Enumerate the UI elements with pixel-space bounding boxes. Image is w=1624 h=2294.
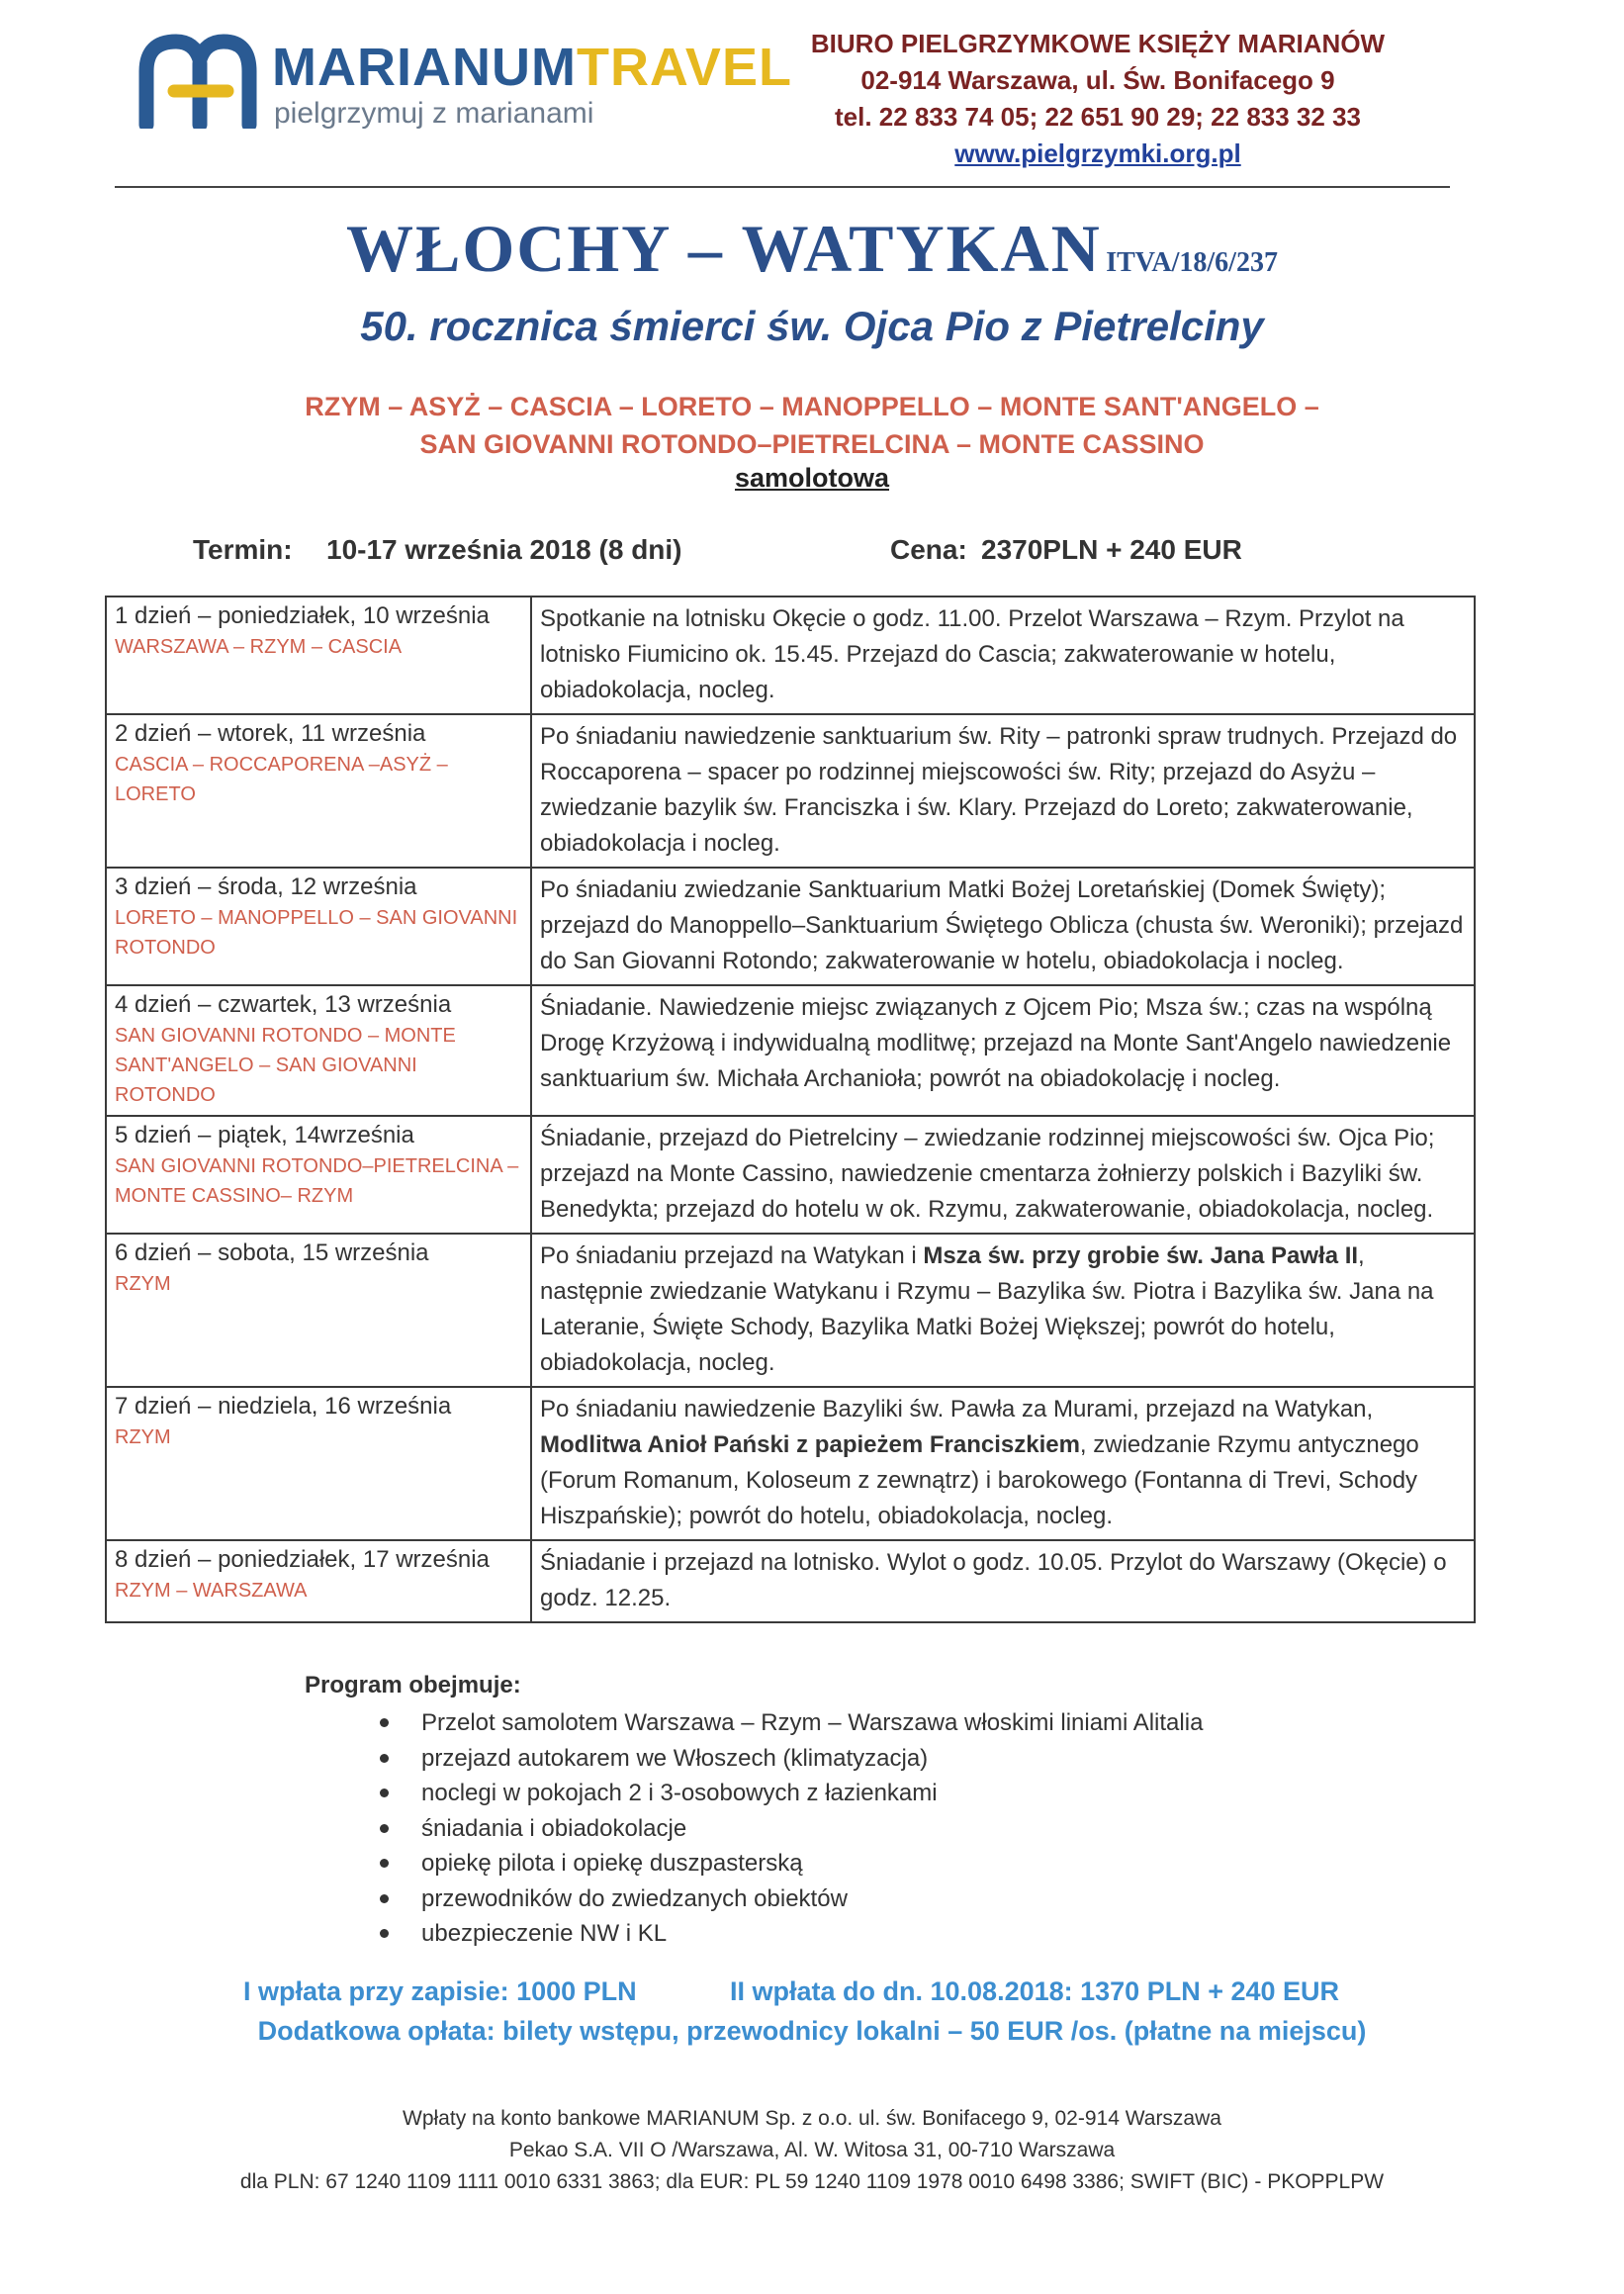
- table-row: [106, 1234, 1475, 1387]
- route-summary: [0, 388, 1624, 463]
- list-item-text: przejazd autokarem we Włoszech (klimatyzacja): [421, 1744, 929, 1772]
- table-row: [106, 985, 1475, 1116]
- table-row: [106, 714, 1475, 868]
- office-name: BIURO PIELGRZYMKOWE KSIĘŻY MARIANÓW: [810, 29, 1386, 58]
- bullet-icon: [380, 1824, 389, 1833]
- day-description-post: , następnie zwiedzanie Watykanu i Rzymu – Bazylika św. Piotra i Bazylika św. Jana na Lateranie, Święte Schody, Bazylika Matki Bożej Większej; powrót do hotelu, obiadokolacja, nocleg.: [540, 1242, 1434, 1376]
- page-title: [0, 210, 1624, 288]
- list-item-text: Przelot samolotem Warszawa – Rzym – Warszawa włoskimi liniami Alitalia: [421, 1709, 1204, 1736]
- day-cell: [106, 868, 531, 985]
- day-label: 1 dzień – poniedziałek, 10 września: [115, 602, 490, 629]
- table-row: [106, 596, 1475, 714]
- day-description: Śniadanie, przejazd do Pietrelciny – zwiedzanie rodzinnej miejscowości św. Ojca Pio; przejazd na Monte Cassino, nawiedzenie cmentarza żołnierzy polskich i Bazyliki św. Benedykta; przejazd do hotelu w ok. Rzymu, zakwaterowanie, obiadokolacja, nocleg.: [540, 1125, 1435, 1223]
- brand-word-travel: TRAVEL: [576, 38, 792, 97]
- day-route: SAN GIOVANNI ROTONDO–PIETRELCINA – MONTE CASSINO– RZYM: [115, 1155, 519, 1207]
- list-item-text: opiekę pilota i opiekę duszpasterską: [421, 1850, 803, 1877]
- office-address: 02-914 Warszawa, ul. Św. Bonifacego 9: [860, 65, 1335, 95]
- day-cell: [106, 1387, 531, 1540]
- day-label: 4 dzień – czwartek, 13 września: [115, 991, 452, 1018]
- extra-fee: Dodatkowa opłata: bilety wstępu, przewodnicy lokalni – 50 EUR /os. (płatne na miejscu): [257, 2016, 1367, 2046]
- bullet-icon: [380, 1754, 389, 1763]
- term-label: Termin:: [193, 534, 293, 565]
- day-label: 6 dzień – sobota, 15 września: [115, 1239, 429, 1266]
- day-label: 8 dzień – poniedziałek, 17 września: [115, 1546, 490, 1573]
- day-description: Śniadanie. Nawiedzenie miejsc związanych z Ojcem Pio; Msza św.; czas na wspólną Drogę Krzyżową i indywidualną modlitwę; przejazd na Monte Sant'Angelo nawiedzenie sanktuarium św. Michała Archanioła; powrót na obiadokolację i nocleg.: [540, 994, 1452, 1092]
- day-route: RZYM – WARSZAWA: [115, 1580, 308, 1602]
- day-label: 3 dzień – środa, 12 września: [115, 873, 417, 900]
- trip-code: ITVA/18/6/237: [1106, 247, 1278, 278]
- day-description-post: , zwiedzanie Rzymu antycznego (Forum Romanum, Koloseum z zewnątrz) i barokowego (Fontanna di Trevi, Schody Hiszpańskie); powrót do hotelu, obiadokolacja, nocleg.: [540, 1431, 1419, 1529]
- day-description-cell: [531, 596, 1475, 714]
- page-subtitle: 50. rocznica śmierci św. Ojca Pio z Pietrelciny: [360, 303, 1264, 349]
- table-row: [106, 868, 1475, 985]
- list-item-text: ubezpieczenie NW i KL: [421, 1920, 668, 1947]
- transport-type: samolotowa: [734, 463, 890, 493]
- brand-tagline: pielgrzymuj z marianami: [274, 97, 594, 130]
- day-description-highlight: Modlitwa Anioł Pański z papieżem Franciszkiem: [540, 1431, 1080, 1458]
- day-route: RZYM: [115, 1273, 171, 1295]
- brand-logo: [138, 32, 792, 131]
- day-description-cell: [531, 985, 1475, 1116]
- day-description-highlight: Msza św. przy grobie św. Jana Pawła II: [923, 1242, 1359, 1269]
- list-item-text: przewodników do zwiedzanych obiektów: [421, 1884, 848, 1912]
- bank-line-3: dla PLN: 67 1240 1109 1111 0010 6331 3863; dla EUR: PL 59 1240 1109 1978 0010 6498 3386; SWIFT (BIC) - PKOPPLPW: [239, 2170, 1385, 2193]
- first-payment: I wpłata przy zapisie: 1000 PLN: [243, 1976, 637, 2006]
- day-cell: [106, 714, 531, 868]
- day-label: 5 dzień – piątek, 14września: [115, 1122, 414, 1148]
- day-label: 7 dzień – niedziela, 16 września: [115, 1393, 452, 1420]
- term-value: 10-17 września 2018 (8 dni): [326, 534, 682, 565]
- day-label: 2 dzień – wtorek, 11 września: [115, 720, 426, 747]
- day-cell: [106, 1116, 531, 1234]
- bullet-icon: [380, 1789, 389, 1797]
- brand-word-marianum: MARIANUM: [272, 38, 577, 97]
- day-route: LORETO – MANOPPELLO – SAN GIOVANNI ROTONDO: [115, 907, 518, 959]
- list-item-text: śniadania i obiadokolacje: [421, 1814, 687, 1842]
- day-cell: [106, 596, 531, 714]
- day-cell: [106, 1234, 531, 1387]
- day-description: Śniadanie i przejazd na lotnisko. Wylot o godz. 10.05. Przylot do Warszawy (Okęcie) o godz. 12.25.: [540, 1549, 1447, 1611]
- day-description: Po śniadaniu nawiedzenie sanktuarium św. Rity – patronki spraw trudnych. Przejazd do Roccaporena – spacer po rodzinnej miejscowości św. Rity; przejazd do Asyżu – zwiedzanie bazylik św. Franciszka i św. Klary. Przejazd do Loreto; zakwaterowanie, obiadokolacja i nocleg.: [540, 723, 1458, 857]
- day-route: CASCIA – ROCCAPORENA –ASYŻ – LORETO: [115, 754, 448, 805]
- itinerary-table: [105, 596, 1476, 1623]
- price-value: 2370PLN + 240 EUR: [981, 534, 1242, 565]
- bullet-icon: [380, 1859, 389, 1868]
- bank-line-1: Wpłaty na konto bankowe MARIANUM Sp. z o.o. ul. św. Bonifacego 9, 02-914 Warszawa: [403, 2107, 1221, 2130]
- office-contact: [762, 26, 1434, 172]
- route-line-1: RZYM – ASYŻ – CASCIA – LORETO – MANOPPELLO – MONTE SANT'ANGELO –: [305, 392, 1319, 421]
- list-item: [380, 1881, 1203, 1917]
- bank-details: [0, 2103, 1624, 2198]
- day-description-cell: [531, 1540, 1475, 1622]
- day-description: Spotkanie na lotnisku Okęcie o godz. 11.00. Przelot Warszawa – Rzym. Przylot na lotnisko Fiumicino ok. 15.45. Przejazd do Cascia; zakwaterowanie w hotelu, obiadokolacja, nocleg.: [540, 605, 1404, 703]
- day-route: SAN GIOVANNI ROTONDO – MONTE SANT'ANGELO – SAN GIOVANNI ROTONDO: [115, 1025, 456, 1106]
- header-divider: [115, 186, 1450, 188]
- bullet-icon: [380, 1718, 389, 1727]
- second-payment: II wpłata do dn. 10.08.2018: 1370 PLN + 240 EUR: [730, 1976, 1340, 2006]
- bullet-icon: [380, 1894, 389, 1903]
- route-line-2: SAN GIOVANNI ROTONDO–PIETRELCINA – MONTE CASSINO: [419, 429, 1205, 459]
- brand-wordmark: [272, 38, 792, 97]
- day-description: Po śniadaniu zwiedzanie Sanktuarium Matki Bożej Loretańskiej (Domek Święty); przejazd do Manoppello–Sanktuarium Świętego Oblicza (chusta św. Weroniki); przejazd do San Giovanni Rotondo; zakwaterowanie w hotelu, obiadokolacja i nocleg.: [540, 876, 1464, 974]
- list-item: [380, 1916, 1203, 1952]
- price-label: Cena:: [890, 534, 967, 565]
- office-phones: tel. 22 833 74 05; 22 651 90 29; 22 833 32 33: [835, 102, 1361, 132]
- bullet-icon: [380, 1929, 389, 1938]
- table-row: [106, 1540, 1475, 1622]
- day-description-cell: [531, 868, 1475, 985]
- day-description-pre: Po śniadaniu nawiedzenie Bazyliki św. Pawła za Murami, przejazd na Watykan,: [540, 1396, 1374, 1422]
- day-route: RZYM: [115, 1426, 171, 1448]
- day-route: WARSZAWA – RZYM – CASCIA: [115, 636, 403, 658]
- includes-title: Program obejmuje:: [305, 1672, 521, 1698]
- day-cell: [106, 985, 531, 1116]
- table-row: [106, 1387, 1475, 1540]
- title-main: WŁOCHY – WATYKAN: [346, 211, 1102, 286]
- day-description-cell: [531, 714, 1475, 868]
- office-website-link[interactable]: www.pielgrzymki.org.pl: [954, 138, 1241, 168]
- day-description-pre: Po śniadaniu przejazd na Watykan i: [540, 1242, 924, 1269]
- list-item: [380, 1811, 1203, 1847]
- day-description-cell: [531, 1116, 1475, 1234]
- list-item: [380, 1705, 1203, 1741]
- includes-list: [380, 1705, 1203, 1952]
- day-description: [540, 1392, 1466, 1534]
- list-item: [380, 1741, 1203, 1777]
- day-cell: [106, 1540, 531, 1622]
- bank-line-2: Pekao S.A. VII O /Warszawa, Al. W. Witosa 31, 00-710 Warszawa: [508, 2139, 1116, 2161]
- day-description-cell: [531, 1387, 1475, 1540]
- marianum-logo-icon: [138, 34, 257, 129]
- list-item: [380, 1846, 1203, 1881]
- table-row: [106, 1116, 1475, 1234]
- list-item: [380, 1776, 1203, 1811]
- day-description-cell: [531, 1234, 1475, 1387]
- list-item-text: noclegi w pokojach 2 i 3-osobowych z łazienkami: [421, 1780, 938, 1806]
- day-description: [540, 1239, 1466, 1381]
